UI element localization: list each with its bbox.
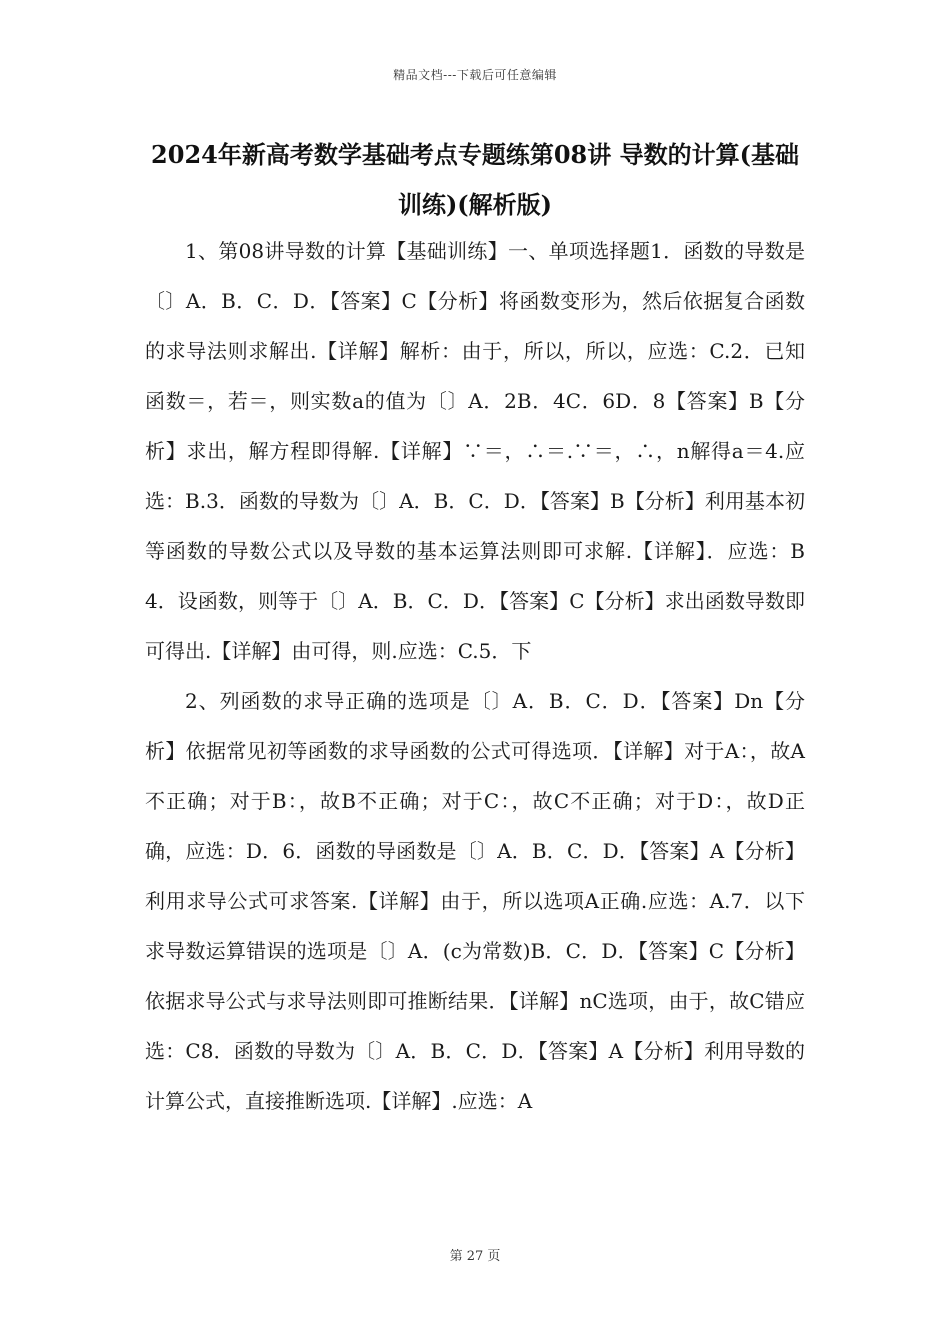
paragraph-2: 2、列函数的求导正确的选项是〔〕A．B．C．D．【答案】Dn【分析】依据常见初等函数的求导函数的公式可得选项．【详解】对于A：，故A不正确；对于B：，故B不正确；对于C：，故C不正确；对于D：，故D正确，应选：D．6．函数的导函数是〔〕A．B．C．D．【答案】A【分析】利用求导公式可求答案.【详解】由于，所以选项A正确.应选：A.7．以下求导数运算错误的选项是〔〕A．(c为常数)B．C．D．【答案】C【分析】依据求导公式与求导法则即可推断结果．【详解】nC选项，由于，故C错应选：C8．函数的导数为〔〕A．B．C．D．【答案】A【分析】利用导数的计算公式，直接推断选项.【详解】.应选：A <box>145 689 805 1113</box>
paragraph-1: 1、第08讲导数的计算【基础训练】一、单项选择题1．函数的导数是〔〕A．B．C．D．【答案】C【分析】将函数变形为，然后依据复合函数的求导法则求解出.【详解】解析：由于，所以，所以，应选：C.2．已知函数＝，若＝，则实数a的值为〔〕A．2B．4C．6D．8【答案】B【分析】求出，解方程即得解.【详解】∵＝，∴＝.∵＝，∴，n解得a＝4.应选：B.3．函数的导数为〔〕A．B．C．D．【答案】B【分析】利用基本初等函数的导数公式以及导数的基本运算法则即可求解.【详解】．应选：B4．设函数，则等于〔〕A．B．C．D．【答案】C【分析】求出函数导数即可得出.【详解】由可得，则.应选：C.5．下 <box>145 239 805 663</box>
header-note: 精品文档---下载后可任意编辑 <box>393 68 557 82</box>
document-body <box>145 226 805 1126</box>
document-title: 2024年新高考数学基础考点专题练第08讲 导数的计算(基础训练)(解析版) <box>151 140 799 219</box>
page-number: 第 27 页 <box>449 1249 501 1264</box>
